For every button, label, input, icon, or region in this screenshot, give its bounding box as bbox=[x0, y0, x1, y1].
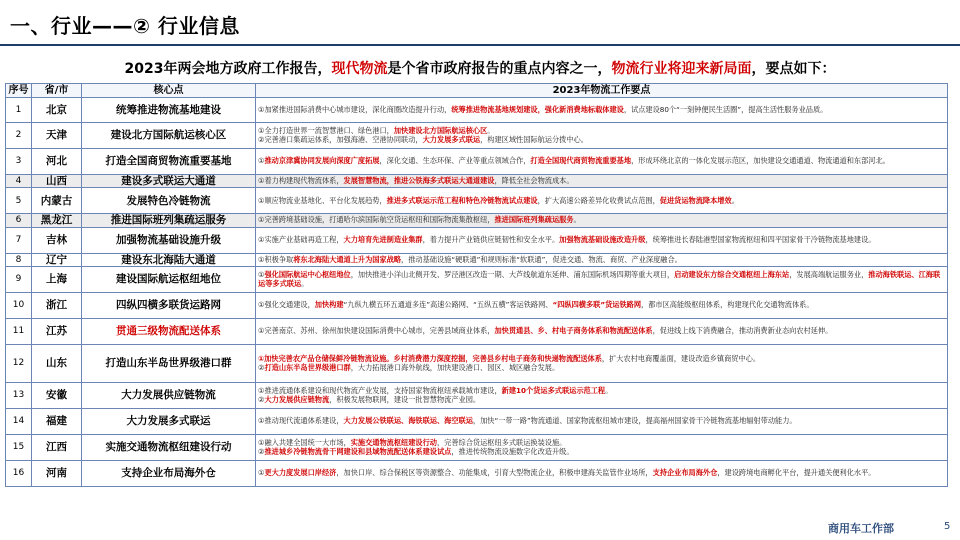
point-text: ①顺应物流业基地化、平台化发展趋势， bbox=[258, 195, 387, 205]
point-text: ，统筹推进长春陆港型国家物流枢纽和四平国家骨干冷链物流基地建设。 bbox=[645, 235, 876, 244]
key-point bbox=[258, 396, 945, 404]
table-row bbox=[6, 319, 948, 345]
row-province: 浙江 bbox=[32, 293, 82, 319]
point-text: ，构建区域性国际航运分拨中心。 bbox=[480, 134, 588, 144]
point-text: ，扩大高速公路差异化收费试点范围， bbox=[537, 195, 660, 205]
highlight-text: “四纵四横多联”货运铁路网 bbox=[552, 300, 642, 310]
key-point bbox=[258, 327, 945, 335]
row-number: 9 bbox=[6, 267, 32, 293]
highlight-text: 更大力度发展口岸经济 bbox=[264, 468, 337, 478]
highlight-text: 统筹推进物流基地规划建设，强化新消费地标载体建设 bbox=[451, 104, 624, 114]
highlight-text: 促进货运物流降本增效 bbox=[659, 195, 732, 205]
row-core-point: 打造山东半岛世界级港口群 bbox=[82, 345, 256, 383]
logistics-table bbox=[5, 83, 948, 487]
page-number: 5 bbox=[944, 521, 951, 532]
point-text: ，扩大农村电商覆盖面，建设改造乡镇商贸中心。 bbox=[601, 354, 761, 364]
point-text: ，形成环绕北京的一体化发展示范区，加快建设交通通道、物流通道和东部河北。 bbox=[631, 156, 890, 166]
row-number: 14 bbox=[6, 409, 32, 435]
highlight-text: 启动建设东方综合交通枢纽上海东站 bbox=[674, 270, 790, 280]
row-key-points bbox=[256, 98, 948, 123]
highlight-text: 新建10个货运多式联运示范工程 bbox=[501, 386, 606, 396]
highlight-text: 大力发展多式联运 bbox=[422, 134, 481, 144]
row-number: 2 bbox=[6, 123, 32, 149]
highlight-text: 大力发展公铁联运、海铁联运、海空联运 bbox=[343, 416, 473, 426]
table-row bbox=[6, 123, 948, 149]
row-key-points bbox=[256, 123, 948, 149]
highlight-text: 推进多式联运示范工程和特色冷链物流试点建设 bbox=[386, 195, 538, 205]
row-number: 8 bbox=[6, 253, 32, 266]
highlight-text: 支持企业布局海外仓 bbox=[652, 468, 718, 478]
row-core-point: 建设多式联运大通道 bbox=[82, 175, 256, 188]
row-core-point: 建设东北海陆大通道 bbox=[82, 253, 256, 266]
key-point bbox=[258, 417, 945, 425]
table-row bbox=[6, 188, 948, 214]
table-row bbox=[6, 175, 948, 188]
row-core-point: 大力发展多式联运 bbox=[82, 409, 256, 435]
subtitle-segment: 物流行业将迎来新局面 bbox=[611, 61, 752, 77]
row-core-point: 加强物流基础设施升级 bbox=[82, 227, 256, 253]
title-divider bbox=[0, 44, 960, 46]
row-core-point: 建设国际航运枢纽地位 bbox=[82, 267, 256, 293]
point-text: ①着力构建现代物流体系， bbox=[258, 175, 344, 185]
table-header-row bbox=[6, 84, 948, 98]
key-point bbox=[258, 271, 945, 288]
key-point bbox=[258, 216, 945, 224]
highlight-text: 。乡村消费潜力深度挖掘，完善县乡村电子商务和快递物流配送体系 bbox=[386, 354, 602, 364]
row-key-points bbox=[256, 383, 948, 409]
row-province: 河南 bbox=[32, 461, 82, 487]
highlight-text: 推进国际班列集疏运服务 bbox=[494, 215, 574, 225]
point-text: ① bbox=[258, 156, 265, 166]
row-number: 5 bbox=[6, 188, 32, 214]
point-text: ① bbox=[258, 270, 265, 280]
row-key-points bbox=[256, 409, 948, 435]
row-core-point: 推进国际班列集疏运服务 bbox=[82, 214, 256, 227]
row-key-points bbox=[256, 175, 948, 188]
point-text: ，试点建设80个“一刻钟便民生活圈”，提高生活性服务业品质。 bbox=[623, 104, 828, 114]
point-text: 。 bbox=[301, 278, 309, 288]
row-number: 4 bbox=[6, 175, 32, 188]
key-point bbox=[258, 106, 945, 114]
row-number: 6 bbox=[6, 214, 32, 227]
subtitle-segment: 是个省市政府报告的重点内容之一， bbox=[387, 61, 612, 77]
point-text: ②完善港口集疏运体系，加强海港、空港协同联动， bbox=[258, 134, 423, 144]
highlight-text: 打造全国现代商贸物流重要基地 bbox=[530, 156, 632, 166]
point-text: 。 bbox=[605, 386, 613, 396]
row-province: 吉林 bbox=[32, 227, 82, 253]
page-title: 一、行业——② 行业信息 bbox=[10, 14, 240, 38]
point-text: ①积极争取 bbox=[258, 254, 294, 264]
row-key-points bbox=[256, 188, 948, 214]
key-point bbox=[258, 256, 945, 264]
row-core-point: 打造全国商贸物流重要基地 bbox=[82, 149, 256, 175]
highlight-text: 加快构建 bbox=[314, 300, 344, 310]
highlight-text: 大力发展供应链物流 bbox=[264, 394, 330, 404]
row-number: 11 bbox=[6, 319, 32, 345]
table-row bbox=[6, 214, 948, 227]
point-text: “九纵九横五环五通道多连”高速公路网、“五纵五横”客运铁路网、 bbox=[343, 300, 553, 310]
point-text: 。 bbox=[731, 195, 739, 205]
row-province: 辽宁 bbox=[32, 253, 82, 266]
row-number: 10 bbox=[6, 293, 32, 319]
row-key-points bbox=[256, 461, 948, 487]
row-province: 上海 bbox=[32, 267, 82, 293]
row-province: 北京 bbox=[32, 98, 82, 123]
point-text: ①加紧推进国际消费中心城市建设，深化商圈改造提升行动， bbox=[258, 104, 452, 114]
subtitle-segment: ，要点如下： bbox=[751, 61, 836, 77]
row-core-point: 四纵四横多联货运路网 bbox=[82, 293, 256, 319]
point-text: ①推进流通体系建设和现代物流产业发展，支持国家物流枢纽承载城市建设， bbox=[258, 386, 502, 396]
highlight-text: 大力培育先进制造业集群 bbox=[343, 235, 423, 244]
key-point bbox=[258, 364, 945, 372]
row-key-points bbox=[256, 227, 948, 253]
highlight-text: 加快贯通县、乡、村电子商务体系和物流配送体系 bbox=[494, 326, 653, 336]
point-text: ①完善南京、苏州、徐州加快建设国际消费中心城市，完善县域商业体系， bbox=[258, 326, 495, 336]
row-province: 江苏 bbox=[32, 319, 82, 345]
highlight-text: 强化国际航运中心枢纽地位 bbox=[264, 270, 351, 280]
highlight-text: 打造山东半岛世界级港口群 bbox=[264, 362, 351, 372]
key-point bbox=[258, 236, 945, 244]
row-core-point: 贯通三级物流配送体系 bbox=[82, 319, 256, 345]
table-row bbox=[6, 461, 948, 487]
point-text: ，完善综合货运枢纽多式联运换装设施。 bbox=[436, 438, 567, 448]
header-num: 序号 bbox=[6, 84, 32, 98]
highlight-text: 推动海铁联运、江海联运等多式联运 bbox=[258, 270, 941, 288]
row-key-points bbox=[256, 319, 948, 345]
row-number: 7 bbox=[6, 227, 32, 253]
footer-department: 商用车工作部 bbox=[828, 522, 894, 535]
point-text: ，建设跨境电商孵化平台，提升通关便利化水平。 bbox=[717, 468, 876, 478]
point-text: ② bbox=[258, 394, 265, 404]
row-number: 16 bbox=[6, 461, 32, 487]
subtitle-segment: 现代物流 bbox=[331, 61, 388, 77]
table-row bbox=[6, 409, 948, 435]
point-text: ，加快推进小洋山北侧开发、罗泾港区改造一期、大芦线航道东延伸、浦东国际机场四期等重大项目， bbox=[350, 270, 675, 280]
row-province: 天津 bbox=[32, 123, 82, 149]
point-text: ，都市区高能级枢纽体系，构建现代化交通物流体系。 bbox=[641, 300, 814, 310]
highlight-text: 加快建设北方国际航运核心区 bbox=[393, 126, 488, 136]
point-text: ② bbox=[258, 362, 265, 372]
highlight-text: ①加快完善农产品仓储保鲜冷链物流设施 bbox=[258, 354, 387, 364]
row-number: 13 bbox=[6, 383, 32, 409]
page-subtitle bbox=[0, 58, 960, 78]
header-province: 省/市 bbox=[32, 84, 82, 98]
point-text: ，发展高端航运服务业， bbox=[789, 270, 869, 280]
highlight-text: 加强物流基础设施改造升级 bbox=[559, 235, 646, 244]
point-text: ①实施产业基础再造工程， bbox=[258, 235, 344, 244]
row-core-point: 统筹推进物流基地建设 bbox=[82, 98, 256, 123]
row-key-points bbox=[256, 149, 948, 175]
point-text: ，着力提升产业链供应链韧性和安全水平。 bbox=[422, 235, 560, 244]
row-core-point: 大力发展供应链物流 bbox=[82, 383, 256, 409]
point-text: ，降低全社会物流成本。 bbox=[494, 175, 574, 185]
table-row bbox=[6, 227, 948, 253]
subtitle-segment: 2023年两会地方政府工作报告， bbox=[124, 61, 332, 77]
point-text: ，加快“一带一路”物流通道、国家物流枢纽城市建设，提高福州国家骨干冷链物流基地辐射带动能力。 bbox=[472, 416, 797, 426]
point-text: ① bbox=[258, 468, 265, 478]
point-text: ①推动现代流通体系建设， bbox=[258, 416, 344, 426]
highlight-text: 实施交通物流枢纽建设行动 bbox=[350, 438, 437, 448]
key-point bbox=[258, 197, 945, 205]
key-point bbox=[258, 301, 945, 309]
key-point bbox=[258, 448, 945, 456]
point-text: ①融入共建全国统一大市场， bbox=[258, 438, 351, 448]
highlight-text: 推动京津冀协同发展向深度广度拓展 bbox=[264, 156, 380, 166]
point-text: ，深化交通、生态环保、产业等重点领域合作， bbox=[379, 156, 531, 166]
table-row bbox=[6, 149, 948, 175]
header-points: 2023年物流工作要点 bbox=[256, 84, 948, 98]
row-core-point: 发展特色冷链物流 bbox=[82, 188, 256, 214]
key-point bbox=[258, 177, 945, 185]
row-key-points bbox=[256, 214, 948, 227]
table-row bbox=[6, 267, 948, 293]
table-row bbox=[6, 345, 948, 383]
highlight-text: 将东北海陆大通道上升为国家战略 bbox=[293, 254, 402, 264]
row-core-point: 实施交通物流枢纽建设行动 bbox=[82, 435, 256, 461]
point-text: ①强化交通建设， bbox=[258, 300, 315, 310]
highlight-text: 发展智慧物流，推进公铁海多式联运大通道建设 bbox=[343, 175, 495, 185]
key-point bbox=[258, 157, 945, 165]
row-province: 山东 bbox=[32, 345, 82, 383]
point-text: ，加快口岸、综合保税区等资源整合、功能集成，引育大型物流企业，积极申建海关监管作业场所， bbox=[336, 468, 653, 478]
row-key-points bbox=[256, 435, 948, 461]
point-text: ，积极发展物联网，建设一批智慧物流产业园。 bbox=[329, 394, 481, 404]
row-key-points bbox=[256, 293, 948, 319]
row-province: 内蒙古 bbox=[32, 188, 82, 214]
row-number: 15 bbox=[6, 435, 32, 461]
row-province: 山西 bbox=[32, 175, 82, 188]
row-number: 12 bbox=[6, 345, 32, 383]
highlight-text: 推进城乡冷链物流骨干网建设和县域物流配送体系建设试点 bbox=[264, 446, 452, 456]
table-row bbox=[6, 383, 948, 409]
point-text: 。 bbox=[573, 215, 581, 225]
table-row bbox=[6, 293, 948, 319]
point-text: ，推动基础设施“硬联通”和规则标准“软联通”，促进交通、物流、商贸、产业深度融合。 bbox=[401, 254, 682, 264]
point-text: ①全力打造世界一流智慧港口、绿色港口， bbox=[258, 126, 394, 136]
row-number: 3 bbox=[6, 149, 32, 175]
point-text: 。 bbox=[487, 126, 495, 136]
row-number: 1 bbox=[6, 98, 32, 123]
point-text: ，推进传统物流设施数字化改造升级。 bbox=[451, 446, 574, 456]
row-core-point: 支持企业布局海外仓 bbox=[82, 461, 256, 487]
point-text: ，大力拓展港口海外航线，加快建设港口、园区、城区融合发展。 bbox=[350, 362, 560, 372]
key-point bbox=[258, 136, 945, 144]
row-province: 河北 bbox=[32, 149, 82, 175]
point-text: ，促进线上线下消费融合，推动消费新业态向农村延伸。 bbox=[652, 326, 833, 336]
row-province: 福建 bbox=[32, 409, 82, 435]
point-text: ② bbox=[258, 446, 265, 456]
key-point bbox=[258, 469, 945, 477]
table-row bbox=[6, 98, 948, 123]
row-province: 黑龙江 bbox=[32, 214, 82, 227]
row-core-point: 建设北方国际航运核心区 bbox=[82, 123, 256, 149]
table-row bbox=[6, 435, 948, 461]
row-key-points bbox=[256, 253, 948, 266]
row-key-points bbox=[256, 267, 948, 293]
point-text: ①完善跨境基础设施，打通哈尔滨国际航空货运枢纽和国际物流集散枢纽， bbox=[258, 215, 495, 225]
row-province: 江西 bbox=[32, 435, 82, 461]
row-province: 安徽 bbox=[32, 383, 82, 409]
header-core: 核心点 bbox=[82, 84, 256, 98]
row-key-points bbox=[256, 345, 948, 383]
table-row bbox=[6, 253, 948, 266]
